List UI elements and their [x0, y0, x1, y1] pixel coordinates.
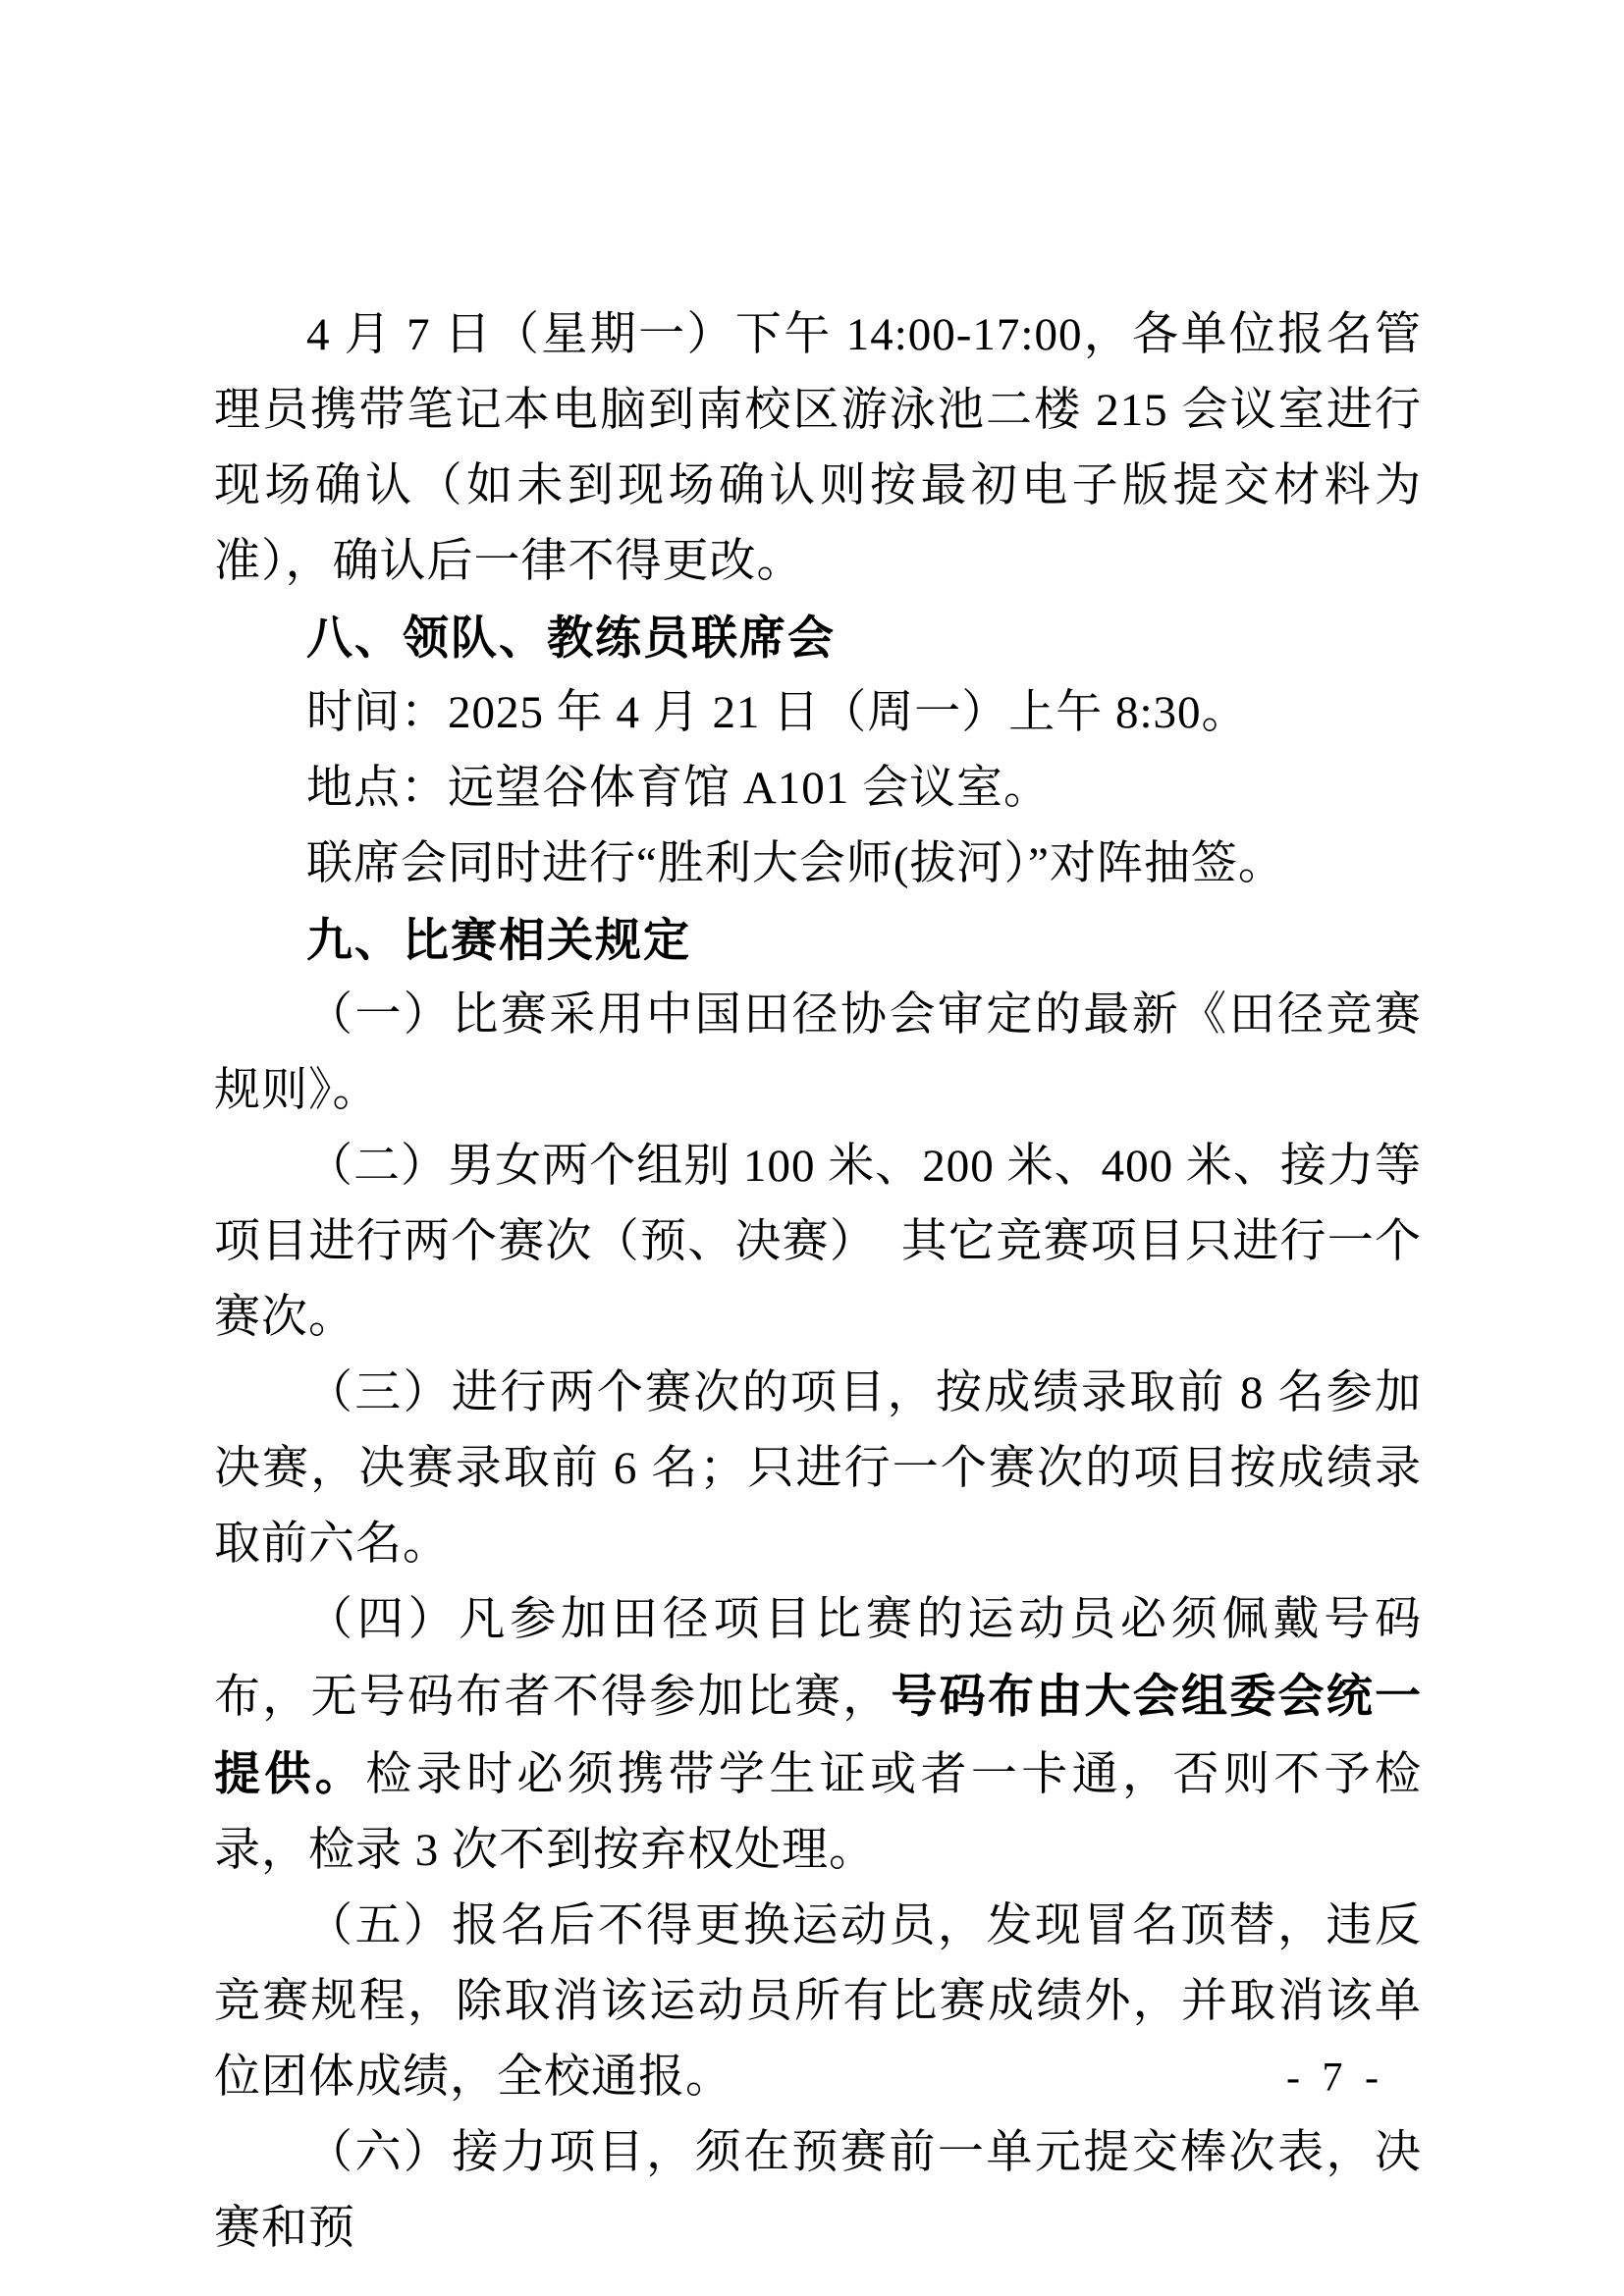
para-meeting-time: 时间：2025 年 4 月 21 日（周一）上午 8:30。: [306, 687, 1249, 738]
para-rule-4-text-post: 检录时必须携带学生证或者一卡通，否则不予检录，检录 3 次不到按弃权处理。: [214, 1749, 1423, 1876]
para-onsite-confirmation: 4 月 7 日（星期一）下午 14:00-17:00，各单位报名管理员携带笔记本电脑到南校区游泳池二楼 215 会议室进行现场确认（如未到现场确认则按最初电子版提交材料为准），确认后一律不得更改。: [214, 309, 1422, 587]
para-rule-5: （五）报名后不得更换运动员，发现冒名顶替，违反竞赛规程，除取消该运动员所有比赛成绩外，并取消该单位团体成绩，全校通报。: [214, 1900, 1422, 2103]
page-number: - 7 -: [1286, 2056, 1384, 2101]
page-body-text: [214, 297, 1422, 2267]
para-meeting-draw-note: 联席会同时进行“胜利大会师(拔河）”对阵抽签。: [306, 838, 1285, 889]
para-rule-6: （六）接力项目，须在预赛前一单元提交棒次表，决赛和预: [214, 2127, 1422, 2254]
para-rule-4-text-pre: （四）凡参加田径项目比赛的运动员必须佩戴号码布，无号码布者不得参加比赛，: [214, 1594, 1422, 1723]
heading-section-9: 九、比赛相关规定: [306, 914, 691, 966]
para-rule-4: [214, 1582, 1422, 1889]
para-rule-2: （二）男女两个组别 100 米、200 米、400 米、接力等项目进行两个赛次（预、决赛） 其它竞赛项目只进行一个赛次。: [214, 1141, 1422, 1343]
para-rule-4-bold-provision: 号码布由大会组委会统一提供。: [214, 1670, 1422, 1799]
para-rule-3: （三）进行两个赛次的项目，按成绩录取前 8 名参加决赛，决赛录取前 6 名；只进行一个赛次的项目按成绩录取前六名。: [214, 1367, 1422, 1570]
para-rule-1: （一）比赛采用中国田径协会审定的最新《田径竞赛规则》。: [214, 989, 1422, 1116]
heading-section-8: 八、领队、教练员联席会: [306, 612, 836, 664]
para-meeting-location: 地点：远望谷体育馆 A101 会议室。: [306, 763, 1051, 814]
